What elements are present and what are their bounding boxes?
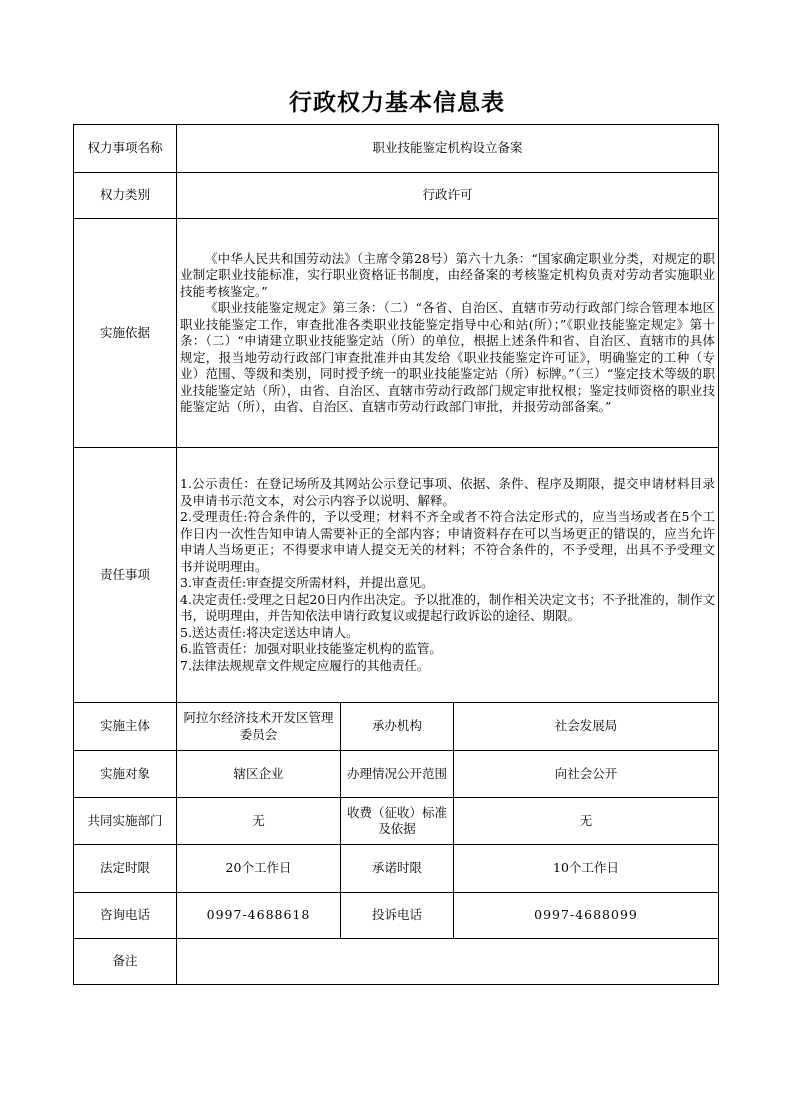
row-joint [74, 798, 719, 845]
label-duties: 责任事项 [74, 448, 177, 703]
value-target: 辖区企业 [177, 751, 341, 798]
value-complaint-phone: 0997-4688099 [454, 893, 719, 939]
value-name: 职业技能鉴定机构设立备案 [177, 125, 719, 173]
label-limit: 法定时限 [74, 845, 177, 893]
label-target: 实施对象 [74, 751, 177, 798]
value-limit: 20个工作日 [177, 845, 341, 893]
value-joint: 无 [177, 798, 341, 845]
duty-item: 4.决定责任:受理之日起20日内作出决定。予以批准的，制作相关决定文书；不予批准的，制作文书，说明理由，并告知依法申请行政复议或提起行政诉讼的途径、期限。 [180, 591, 716, 623]
label-promise: 承诺时限 [341, 845, 454, 893]
label-basis: 实施依据 [74, 219, 177, 448]
row-basis [74, 219, 719, 448]
duty-item: 3.审查责任:审查提交所需材料，并提出意见。 [180, 575, 434, 590]
label-remark: 备注 [74, 939, 177, 985]
duty-item: 6.监管责任：加强对职业技能鉴定机构的监管。 [180, 641, 442, 656]
duty-item: 2.受理责任:符合条件的，予以受理；材料不齐全或者不符合法定形式的，应当当场或者在5个工作日内一次性告知申请人需要补正的全部内容；申请资料存在可以当场更正的错误的，应当允许申请人当场更正；不得要求申请人提交无关的材料；不符合条件的，不予受理，出具不予受理文书并说明理由。 [180, 509, 716, 574]
label-fee: 收费（征收）标准及依据 [341, 798, 454, 845]
label-name: 权力事项名称 [74, 125, 177, 173]
page-title: 行政权力基本信息表 [289, 89, 505, 116]
row-category [74, 173, 719, 219]
duty-item: 7.法律法规规章文件规定应履行的其他责任。 [180, 657, 430, 673]
label-handler: 承办机构 [341, 703, 454, 751]
value-fee: 无 [454, 798, 719, 845]
label-disclosure: 办理情况公开范围 [341, 751, 454, 798]
value-consult-phone: 0997-4688618 [177, 893, 341, 939]
value-category: 行政许可 [177, 173, 719, 219]
info-table [73, 124, 719, 985]
duty-item: 1.公示责任：在登记场所及其网站公示登记事项、依据、条件、程序及期限，提交申请材料目录及申请书示范文本，对公示内容予以说明、解释。 [180, 476, 716, 508]
row-target [74, 751, 719, 798]
duty-item: 5.送达责任:将决定送达申请人。 [180, 624, 359, 640]
value-remark [177, 939, 719, 985]
label-consult-phone: 咨询电话 [74, 893, 177, 939]
value-subject: 阿拉尔经济技术开发区管理委员会 [177, 703, 341, 751]
row-subject [74, 703, 719, 751]
label-subject: 实施主体 [74, 703, 177, 751]
value-basis [177, 219, 719, 448]
value-handler: 社会发展局 [454, 703, 719, 751]
row-name [74, 125, 719, 173]
label-joint: 共同实施部门 [74, 798, 177, 845]
row-remark [74, 939, 719, 985]
row-duties [74, 448, 719, 703]
label-category: 权力类别 [74, 173, 177, 219]
value-disclosure: 向社会公开 [454, 751, 719, 798]
value-duties [177, 448, 719, 703]
label-complaint-phone: 投诉电话 [341, 893, 454, 939]
basis-paragraph: 《职业技能鉴定规定》第三条：（二）“各省、自治区、直辖市劳动行政部门综合管理本地区职业技能鉴定工作，审查批准各类职业技能鉴定指导中心和站(所）；”《职业技能鉴定规定》第十条：（二）“申请建立职业技能鉴定站（所）的单位，根据上述条件和省、自治区、直辖市的具体规定，报当地劳动行政部门审查批准并由其发给《职业技能鉴定许可证》，明确鉴定的工种（专业）范围、等级和类别，同时授予统一的职业技能鉴定站（所）标牌。”（三）“鉴定技术等级的职业技能鉴定站（所），由省、自治区、直辖市劳动行政部门规定审批权根；鉴定技师资格的职业技能鉴定站（所），由省、自治区、直辖市劳动行政部门审批，并报劳动部备案。” [180, 300, 716, 414]
value-promise: 10个工作日 [454, 845, 719, 893]
row-phone [74, 893, 719, 939]
row-limit [74, 845, 719, 893]
basis-paragraph: 《中华人民共和国劳动法》（主席令第28号）第六十九条：“国家确定职业分类，对规定的职业制定职业技能标准，实行职业资格证书制度，由经备案的考核鉴定机构负责对劳动者实施职业技能考核鉴定。” [180, 250, 716, 299]
